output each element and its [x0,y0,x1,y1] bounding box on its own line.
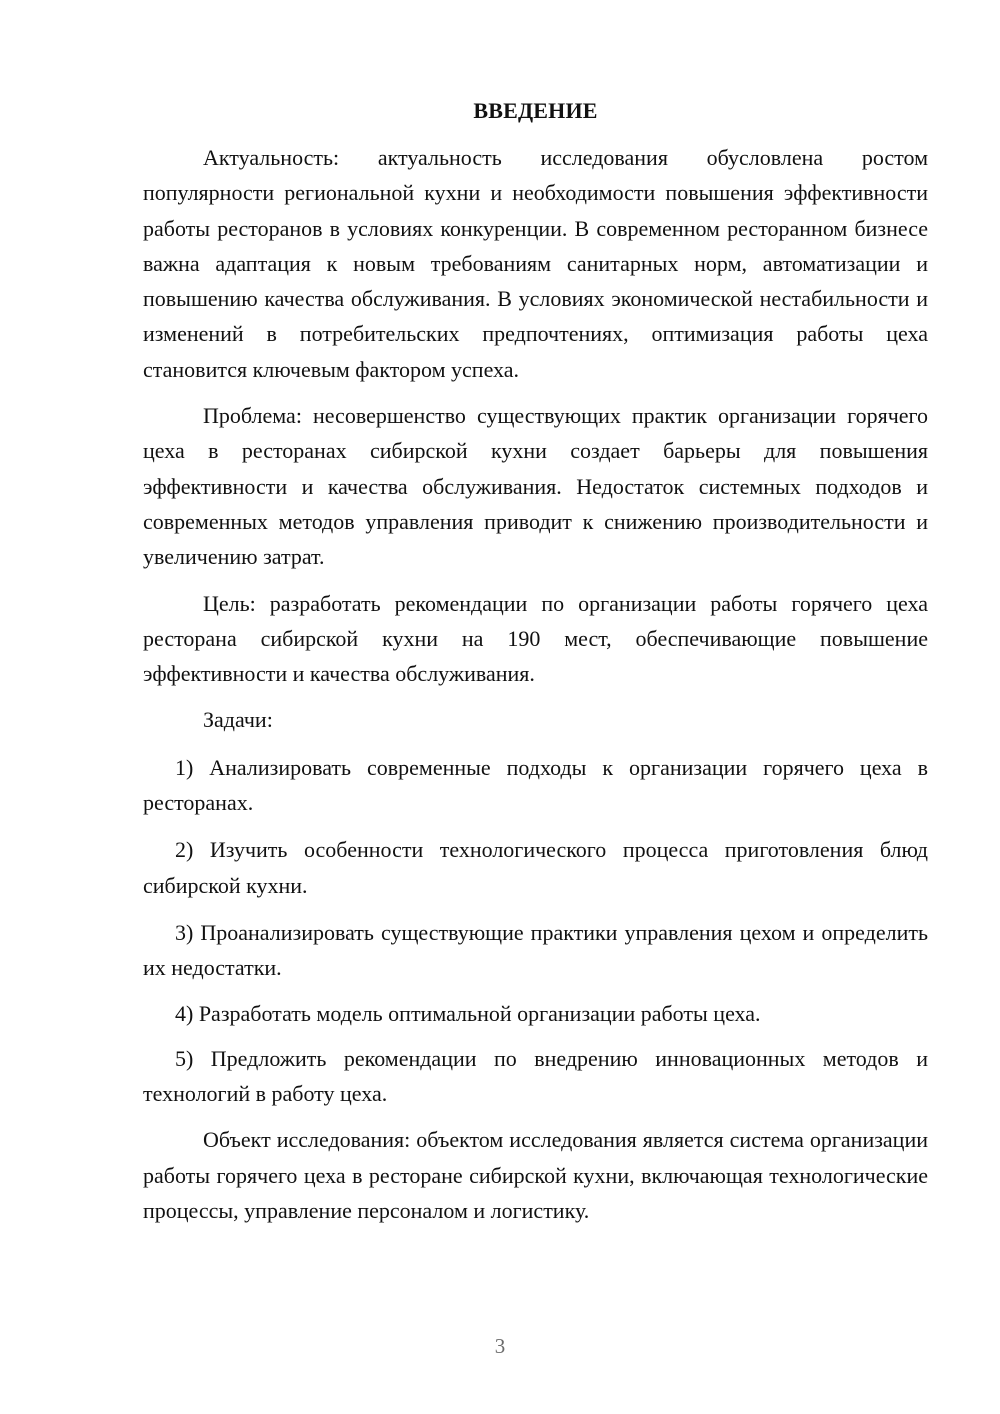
page-content [143,94,928,1228]
task-item-1: 1) Анализировать современные подходы к организации горячего цеха в ресторанах. [143,754,928,816]
goal-paragraph: Цель: разработать рекомендации по организации работы горячего цеха ресторана сибирской кухни на 190 мест, обеспечивающие повышение эффективности и качества обслуживания. [143,590,928,687]
tasks-heading: Задачи: [203,707,273,733]
problem-paragraph: Проблема: несовершенство существующих практик организации горячего цеха в ресторанах сибирской кухни создает барьеры для повышения эффективности и качества обслуживания. Недостаток системных подходов и современных методов управления приводит к снижению производительности и увеличению затрат. [143,403,928,570]
task-item-5: 5) Предложить рекомендации по внедрению инновационных методов и технологий в работу цеха. [143,1045,928,1107]
task-item-3: 3) Проанализировать существующие практики управления цехом и определить их недостатки. [143,919,928,981]
task-item-4: 4) Разработать модель оптимальной организации работы цеха. [175,1000,761,1026]
page-number: 3 [494,1334,506,1358]
task-item-2: 2) Изучить особенности технологического процесса приготовления блюд сибирской кухни. [143,837,928,898]
relevance-paragraph: Актуальность: актуальность исследования обусловлена ростом популярности региональной кухни и необходимости повышения эффективности работы ресторанов в условиях конкуренции. В современном ресторанном бизнесе важна адаптация к новым требованиям санитарных норм, автоматизации и повышению качества обслуживания. В условиях экономической нестабильности и изменений в потребительских предпочтениях, оптимизация работы цеха становится ключевым фактором успеха. [143,145,928,382]
section-title: ВВЕДЕНИЕ [473,98,598,123]
object-paragraph: Объект исследования: объектом исследования является система организации работы горячего цеха в ресторане сибирской кухни, включающая технологические процессы, управление персоналом и логистику. [143,1127,928,1224]
